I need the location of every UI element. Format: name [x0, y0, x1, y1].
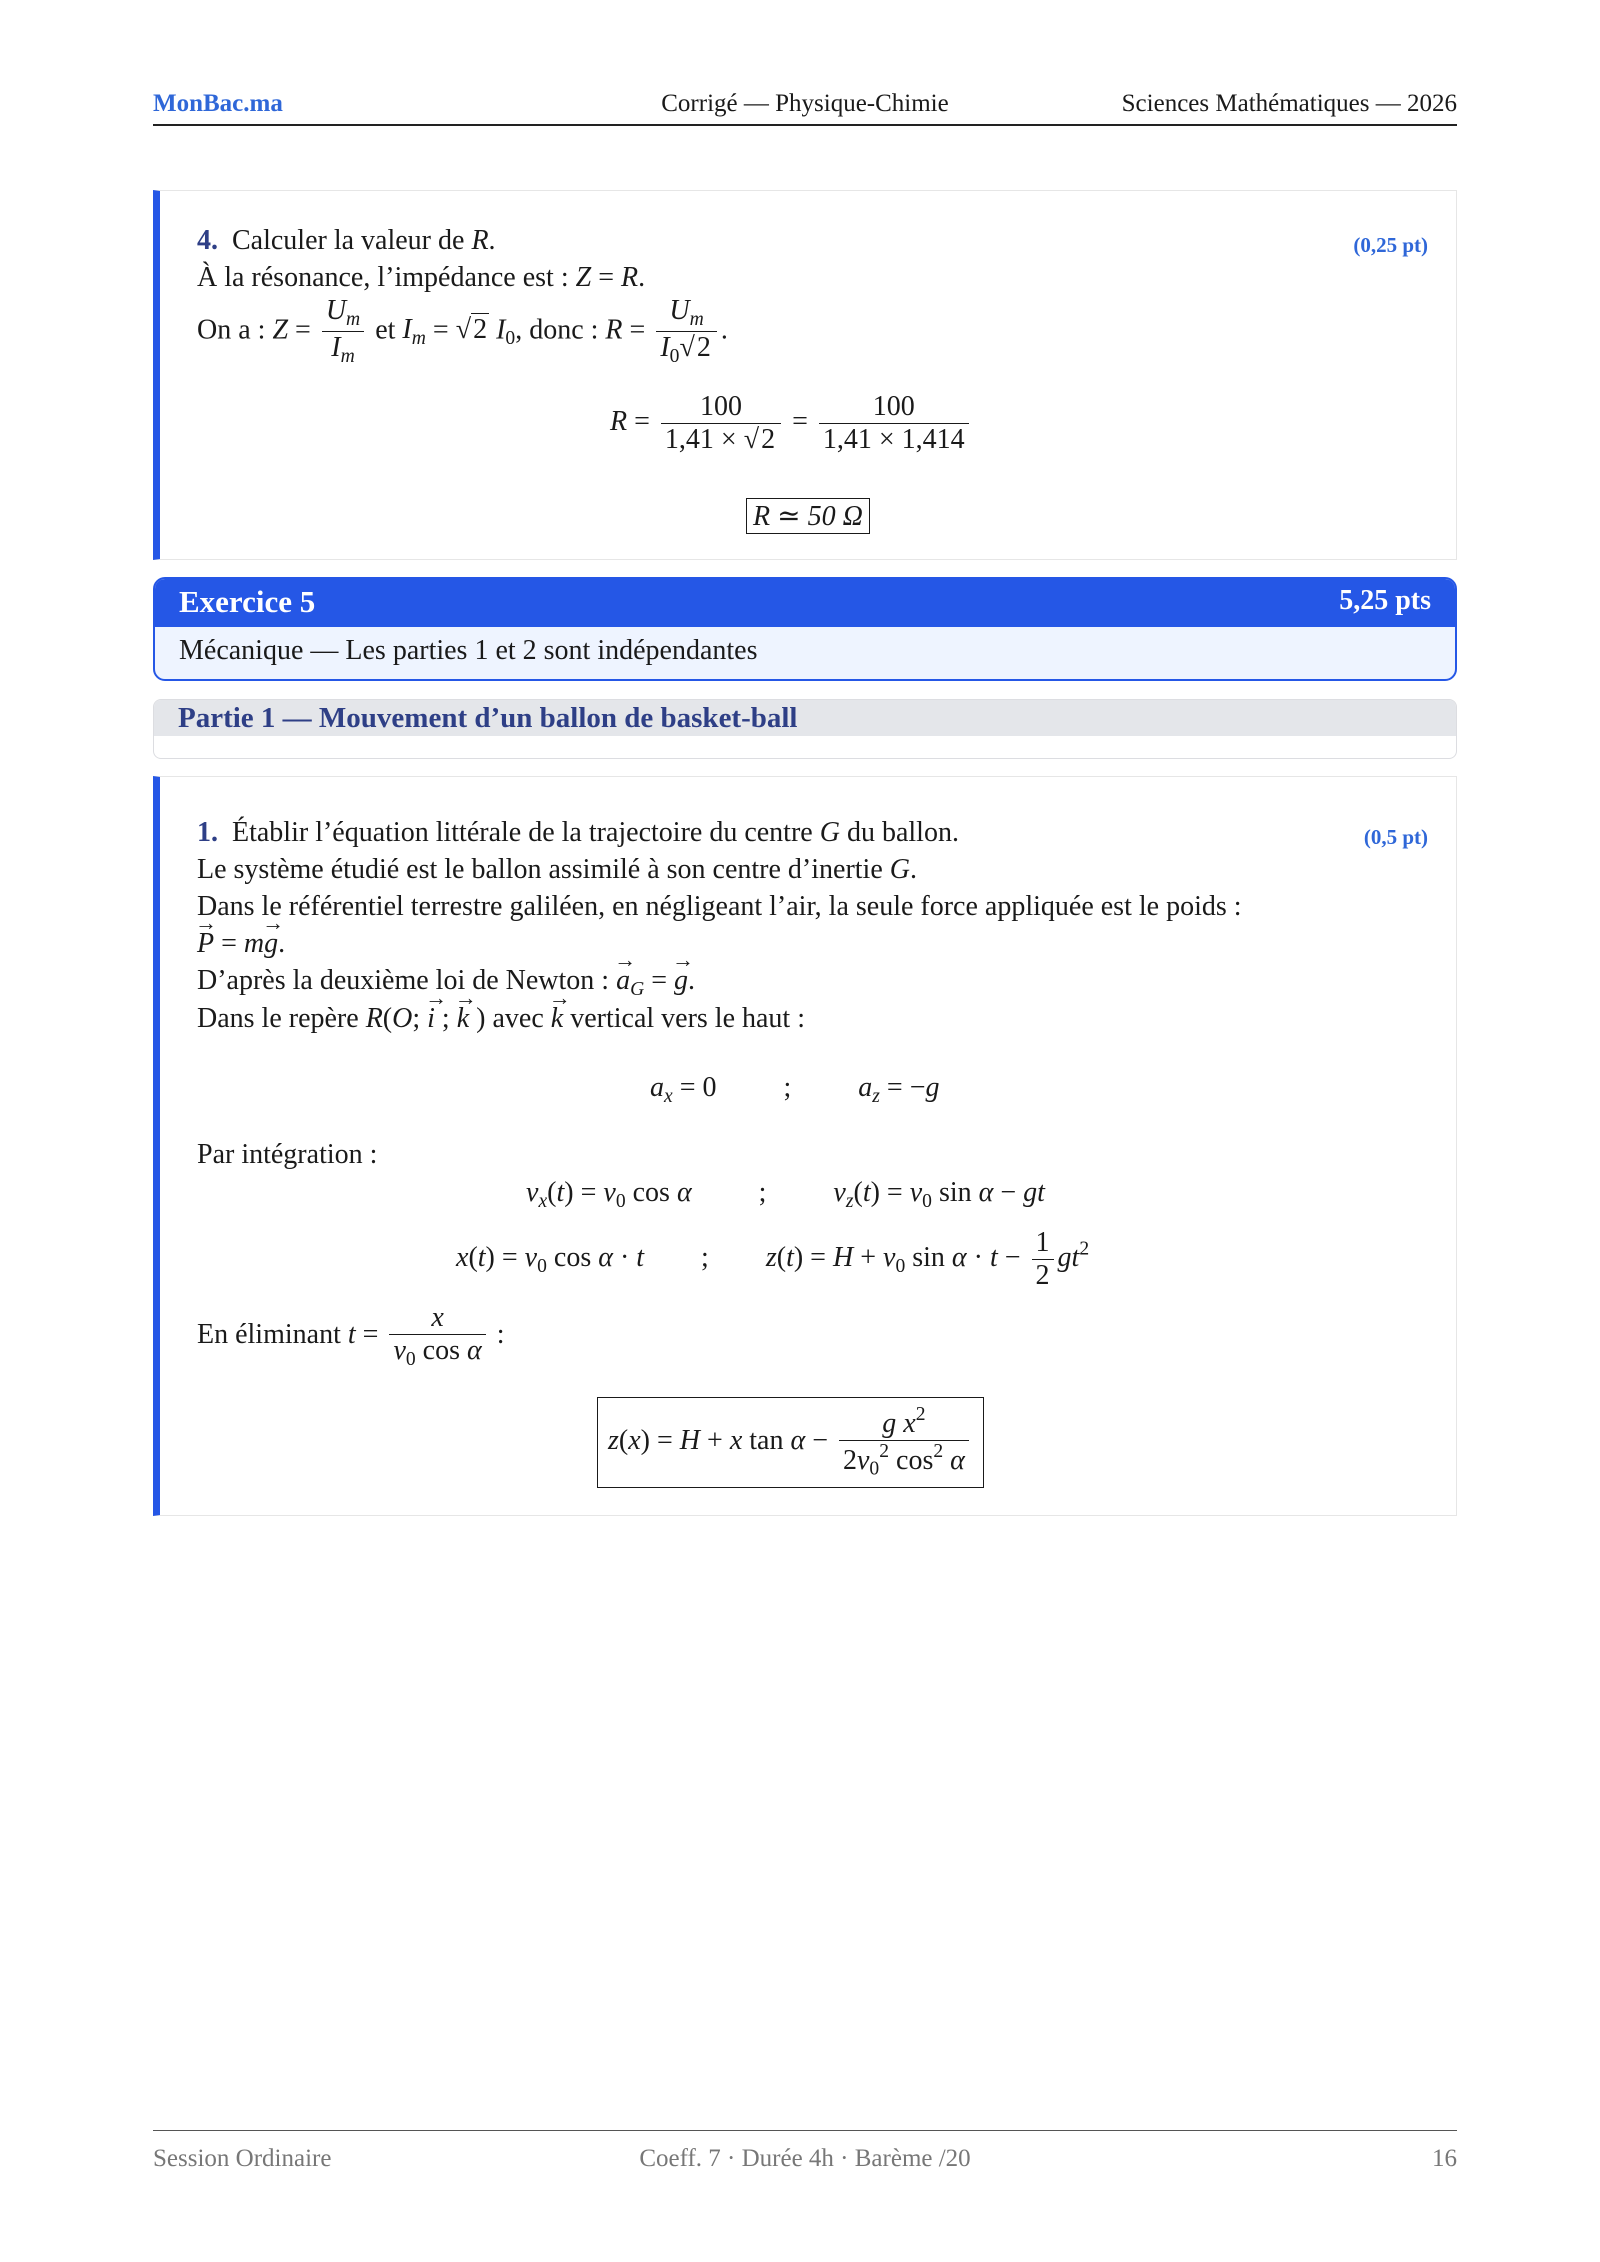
- elimination-line: En éliminant t = $\frac{x}{v_0 \cos \alpha}$ :: [197, 1302, 505, 1371]
- newton-line: D’après la deuxième loi de Newton : → $a_G$ = → g.: [197, 965, 695, 1001]
- donc-text: , donc :: [515, 314, 599, 346]
- exercise-title-bar: [155, 579, 1455, 627]
- newton-text: D’après la deuxième loi de Newton :: [197, 965, 610, 996]
- integration-label: Par intégration :: [197, 1139, 378, 1170]
- question-1-title: 1. Établir l’équation littérale de la trajectoire du centre G du ballon.: [197, 817, 959, 848]
- frame-text: Dans le repère: [197, 1003, 359, 1034]
- calc-denominator-1: 1,41 ×: [664, 424, 737, 456]
- exercise-points: 5,25 pts: [1339, 585, 1431, 616]
- footer-info: Coeff. 7 · Durée 4h · Barème /20: [639, 2145, 971, 2172]
- force-line: [197, 891, 1429, 923]
- exercise-5-header: [153, 577, 1457, 681]
- avec-text: avec: [492, 1003, 544, 1034]
- question-1-box: [153, 776, 1457, 1516]
- trajectory-result: z(x) = H + x tan α − $\frac{g x^2}{2v_0^2 \cos^2 \alpha}$: [597, 1397, 984, 1488]
- r-result-box: [746, 498, 870, 534]
- page-number: 16: [1432, 2145, 1457, 2172]
- question-text-end: du ballon.: [846, 817, 959, 848]
- question-4-box: [153, 190, 1457, 560]
- r-calculation: R = $\frac{100}{1,41 \times √2}$ = $\frac{100}{1,41 \times 1,414}$: [610, 391, 973, 456]
- system-line: Le système étudié est le ballon assimilé à son centre d’inertie G.: [197, 854, 918, 885]
- var-r: R: [471, 225, 489, 256]
- resonance-text: À la résonance, l’impédance est :: [197, 262, 569, 293]
- points-badge: (0,25 pt): [1353, 233, 1428, 257]
- elimination-text: En éliminant: [197, 1319, 341, 1351]
- weight-formula: → P = m→ g.: [197, 928, 285, 960]
- acceleration-components: $a_x = 0$ ; $a_z = -g$: [650, 1072, 940, 1107]
- velocity-equations: $v_x(t) = v_0$ cos α ; $v_z(t) = v_0$ sin α − gt: [526, 1177, 1045, 1212]
- header-section: Sciences Mathématiques — 2026: [1121, 90, 1457, 117]
- question-4-title: 4. Calculer la valeur de R.: [197, 225, 496, 256]
- calc-numerator-1: 100: [661, 391, 781, 424]
- partie-1-header: [153, 699, 1457, 759]
- impedance-formula-line: On a : Z = $\frac{U_m}{I_m}$ et $I_m = √2$ $I_0$, donc : R = $\frac{U_m}{I_0√2}$ .: [197, 295, 728, 368]
- page-header: [153, 88, 1457, 126]
- exercise-title: Exercice 5: [179, 584, 316, 619]
- page-footer: [153, 2130, 1457, 2172]
- points-badge: (0,5 pt): [1363, 825, 1428, 849]
- resonance-line: À la résonance, l’impédance est : Z = R.: [197, 262, 646, 293]
- brand-logo-text[interactable]: MonBac.ma: [153, 90, 283, 117]
- partie-title: Partie 1 — Mouvement d’un ballon de basket-ball: [178, 702, 798, 734]
- question-number: 1.: [197, 817, 218, 848]
- footer-session: Session Ordinaire: [153, 2145, 332, 2172]
- question-text: Calculer la valeur de: [232, 225, 465, 256]
- force-text: Dans le référentiel terrestre galiléen, en négligeant l’air, la seule force appliquée est le poids :: [197, 891, 1242, 922]
- calc-numerator-2: 100: [819, 391, 969, 424]
- question-number: 4.: [197, 225, 218, 256]
- system-text: Le système étudié est le ballon assimilé à son centre d’inertie: [197, 854, 883, 885]
- position-equations: $x(t) = v_0$ cos α · t ; $z(t) = H + v_0$ sin α · t − $\frac{1}{2}$ $gt^2$: [456, 1227, 1090, 1292]
- r-result: R ≃ 50 Ω: [746, 498, 870, 534]
- on-a-text: On a :: [197, 314, 266, 346]
- et-text: et: [375, 314, 396, 346]
- question-text: Établir l’équation littérale de la trajectoire du centre: [232, 817, 813, 848]
- calc-denominator-2: 1,41 × 1,414: [822, 424, 965, 456]
- header-subject: Corrigé — Physique-Chimie: [661, 90, 949, 117]
- frame-line: Dans le repère R(O; → i ; → k ) avec → k vertical vers le haut :: [197, 1003, 805, 1035]
- exercise-subtitle: Mécanique — Les parties 1 et 2 sont indépendantes: [179, 635, 758, 666]
- vertical-text: vertical vers le haut :: [570, 1003, 805, 1034]
